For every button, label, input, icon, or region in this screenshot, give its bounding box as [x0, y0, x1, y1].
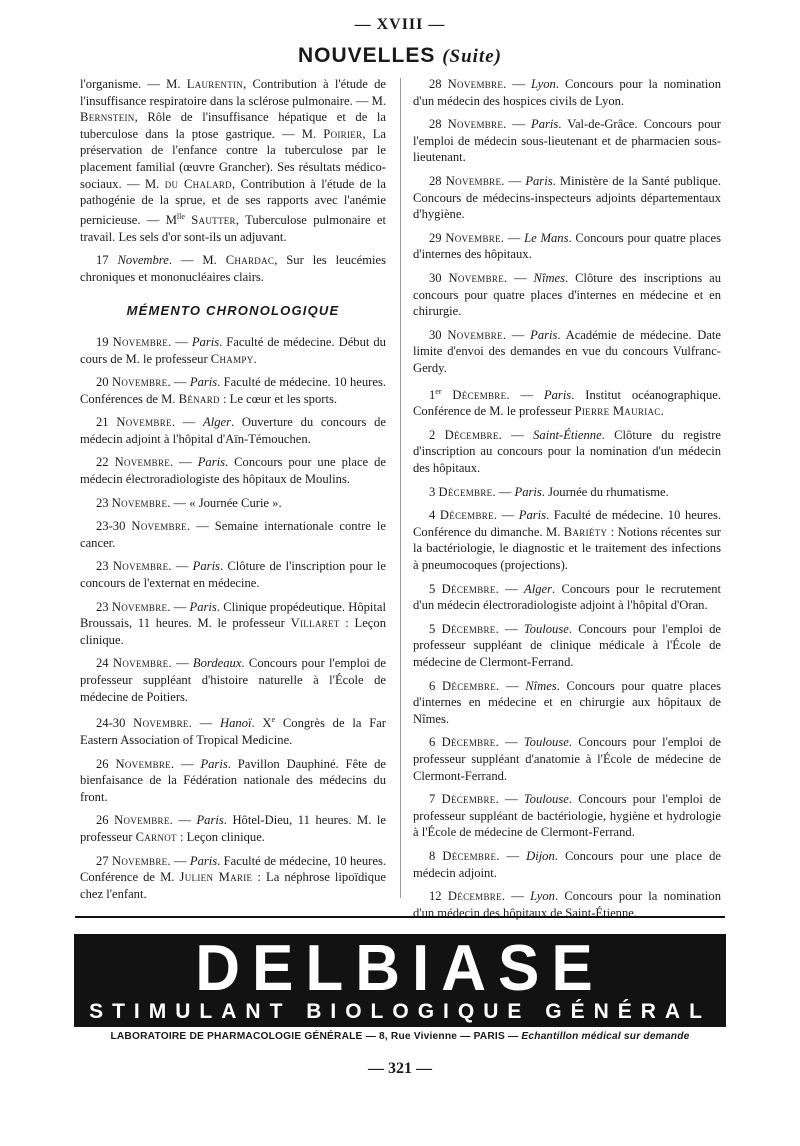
thesis-list-paragraph: l'organisme. — M. Laurentin, Contribution à l'étude de l'insuffisance respiratoire dans la sclérose pulmonaire. — M. Bernstein, Rôle de l'insuffisance hépatique et de la tuberculose dans la ptose gastrique. — M. Poirier, La préservation de l'enfance contre la tuberculose par le placement familial (œuvre Grancher). Ses résultats médico-sociaux. — M. du Chalard, Contribution à l'étude de la pathogénie de la sprue, et de ses rapports avec l'anémie pernicieuse. — $M^{lle}$ Sautter, Tuberculose pulmonaire et travail. Les sels d'or sont-ils un adjuvant. [80, 77, 386, 244]
memento-entry: 30 Novembre. — Paris. Académie de médecine. Date limite d'envoi des demandes en vue du concours Vulfranc-Gerdy. [413, 327, 721, 375]
section-title [0, 44, 800, 68]
memento-entry: 23-30 Novembre. — Semaine internationale contre le cancer. [80, 519, 387, 550]
memento-entry: 2 Décembre. — Saint-Étienne. Clôture du registre d'inscription au concours pour la nomination d'un médecin des hôpitaux. [413, 427, 721, 476]
advert-top-rule [75, 916, 725, 918]
section-title-main: NOUVELLES [298, 44, 436, 67]
memento-entry: 21 Novembre. — Alger. Ouverture du concours de médecin adjoint à l'hôpital d'Aïn-Témouchen. [80, 415, 386, 446]
memento-entry: 1er Décembre. — Paris. Institut océanographique. Conférence de M. le professeur Pierre Mauriac. [413, 386, 721, 419]
right-column [413, 76, 721, 928]
memento-entry: 5 Décembre. — Toulouse. Concours pour l'emploi de professeur suppléant de clinique médicale à l'École de médecine de Clermont-Ferrand. [413, 621, 721, 669]
memento-entry: 7 Décembre. — Toulouse. Concours pour l'emploi de professeur suppléant de bactériologie, hygiène et hydrologie à l'École de médecine de Clermont-Ferrand. [413, 792, 721, 840]
memento-entry: 23 Novembre. — « Journée Curie ». [96, 495, 282, 510]
memento-entry: 19 Novembre. — Paris. Faculté de médecine. Début du cours de M. le professeur Champy. [80, 334, 386, 366]
memento-entry: 24 Novembre. — Bordeaux. Concours pour l'emploi de professeur suppléant d'histoire naturelle à l'École de médecine de Poitiers. [80, 656, 386, 704]
thesis-17-novembre: 17 Novembre. — M. Chardac, Sur les leucémies chroniques et mononucléaires clairs. [80, 253, 386, 284]
memento-entry: 20 Novembre. — Paris. Faculté de médecine. 10 heures. Conférences de M. Bénard : Le cœur et les sports. [80, 375, 386, 406]
advertisement-banner [74, 934, 726, 1027]
column-divider [400, 78, 401, 898]
memento-entry: 28 Novembre. — Lyon. Concours pour la nomination d'un médecin des hospices civils de Lyon. [413, 77, 721, 108]
left-column [80, 76, 386, 909]
page-roman-number: — XVIII — [354, 16, 446, 33]
page-number: — 321 — [368, 1060, 432, 1077]
memento-entry: 5 Décembre. — Alger. Concours pour le recrutement d'un médecin électroradiologiste adjoint à l'hôpital d'Oran. [413, 581, 721, 613]
memento-entry: 26 Novembre. — Paris. Hôtel-Dieu, 11 heures. M. le professeur Carnot : Leçon clinique. [80, 813, 386, 844]
memento-entry: 6 Décembre. — Toulouse. Concours pour l'emploi de professeur suppléant d'anatomie à l'École de médecine de Clermont-Ferrand. [413, 735, 721, 783]
memento-heading: MÉMENTO CHRONOLOGIQUE [126, 303, 340, 319]
advert-slogan: STIMULANT BIOLOGIQUE GÉNÉRAL [89, 1000, 711, 1023]
section-title-suffix: (Suite) [442, 46, 502, 67]
memento-entry: 26 Novembre. — Paris. Pavillon Dauphiné. Fête de bienfaisance de la Fédération nationale des médecins du front. [80, 756, 386, 804]
memento-entry: 28 Novembre. — Paris. Ministère de la Santé publique. Concours de médecins-inspecteurs adjoints départementaux d'hygiène. [413, 173, 721, 222]
memento-entry: 23 Novembre. — Paris. Clinique propédeutique. Hôpital Broussais, 11 heures. M. le professeur Villaret : Leçon clinique. [80, 599, 386, 647]
memento-entry: 12 Décembre. — Lyon. Concours pour la nomination d'un médecin des hôpitaux de Saint-Étienne. [413, 889, 721, 920]
memento-entry: 3 Décembre. — Paris. Journée du rhumatisme. [429, 484, 669, 499]
memento-entry: 6 Décembre. — Nîmes. Concours pour quatre places d'internes en médecine et en chirurgie aux hôpitaux de Nîmes. [413, 678, 721, 726]
advert-brand-name: DELBIASE [195, 934, 605, 1005]
memento-entry: 30 Novembre. — Nîmes. Clôture des inscriptions au concours pour quatre places d'internes en médecine et en chirurgie. [413, 270, 721, 319]
memento-entry: 24-30 Novembre. — Hanoï. Xe Congrès de la Far Eastern Association of Tropical Medicine. [80, 715, 386, 747]
memento-entry: 27 Novembre. — Paris. Faculté de médecine, 10 heures. Conférence de M. Julien Marie : La néphrose lipoïdique chez l'enfant. [80, 853, 386, 901]
memento-entry: 4 Décembre. — Paris. Faculté de médecine. 10 heures. Conférence du dimanche. M. Bariéty : Notions récentes sur la bactériologie, le diagnostic et le traitement des infections à pneumocoques (projections). [413, 508, 721, 573]
memento-entry: 29 Novembre. — Le Mans. Concours pour quatre places d'internes des hôpitaux. [413, 230, 721, 262]
memento-entry: 22 Novembre. — Paris. Concours pour une place de médecin électroradiologiste des hôpitaux de Moulins. [80, 455, 386, 487]
advert-footer-line: LABORATOIRE DE PHARMACOLOGIE GÉNÉRALE — 8, Rue Vivienne — PARIS — Echantillon médical sur demande [110, 1031, 690, 1042]
memento-entry: 8 Décembre. — Dijon. Concours pour une place de médecin adjoint. [413, 848, 721, 880]
memento-entry: 23 Novembre. — Paris. Clôture de l'inscription pour le concours de l'externat en médecine. [80, 559, 386, 591]
memento-entry: 28 Novembre. — Paris. Val-de-Grâce. Concours pour l'emploi de médecin sous-lieutenant et de pharmacien sous-lieutenant. [413, 117, 721, 165]
